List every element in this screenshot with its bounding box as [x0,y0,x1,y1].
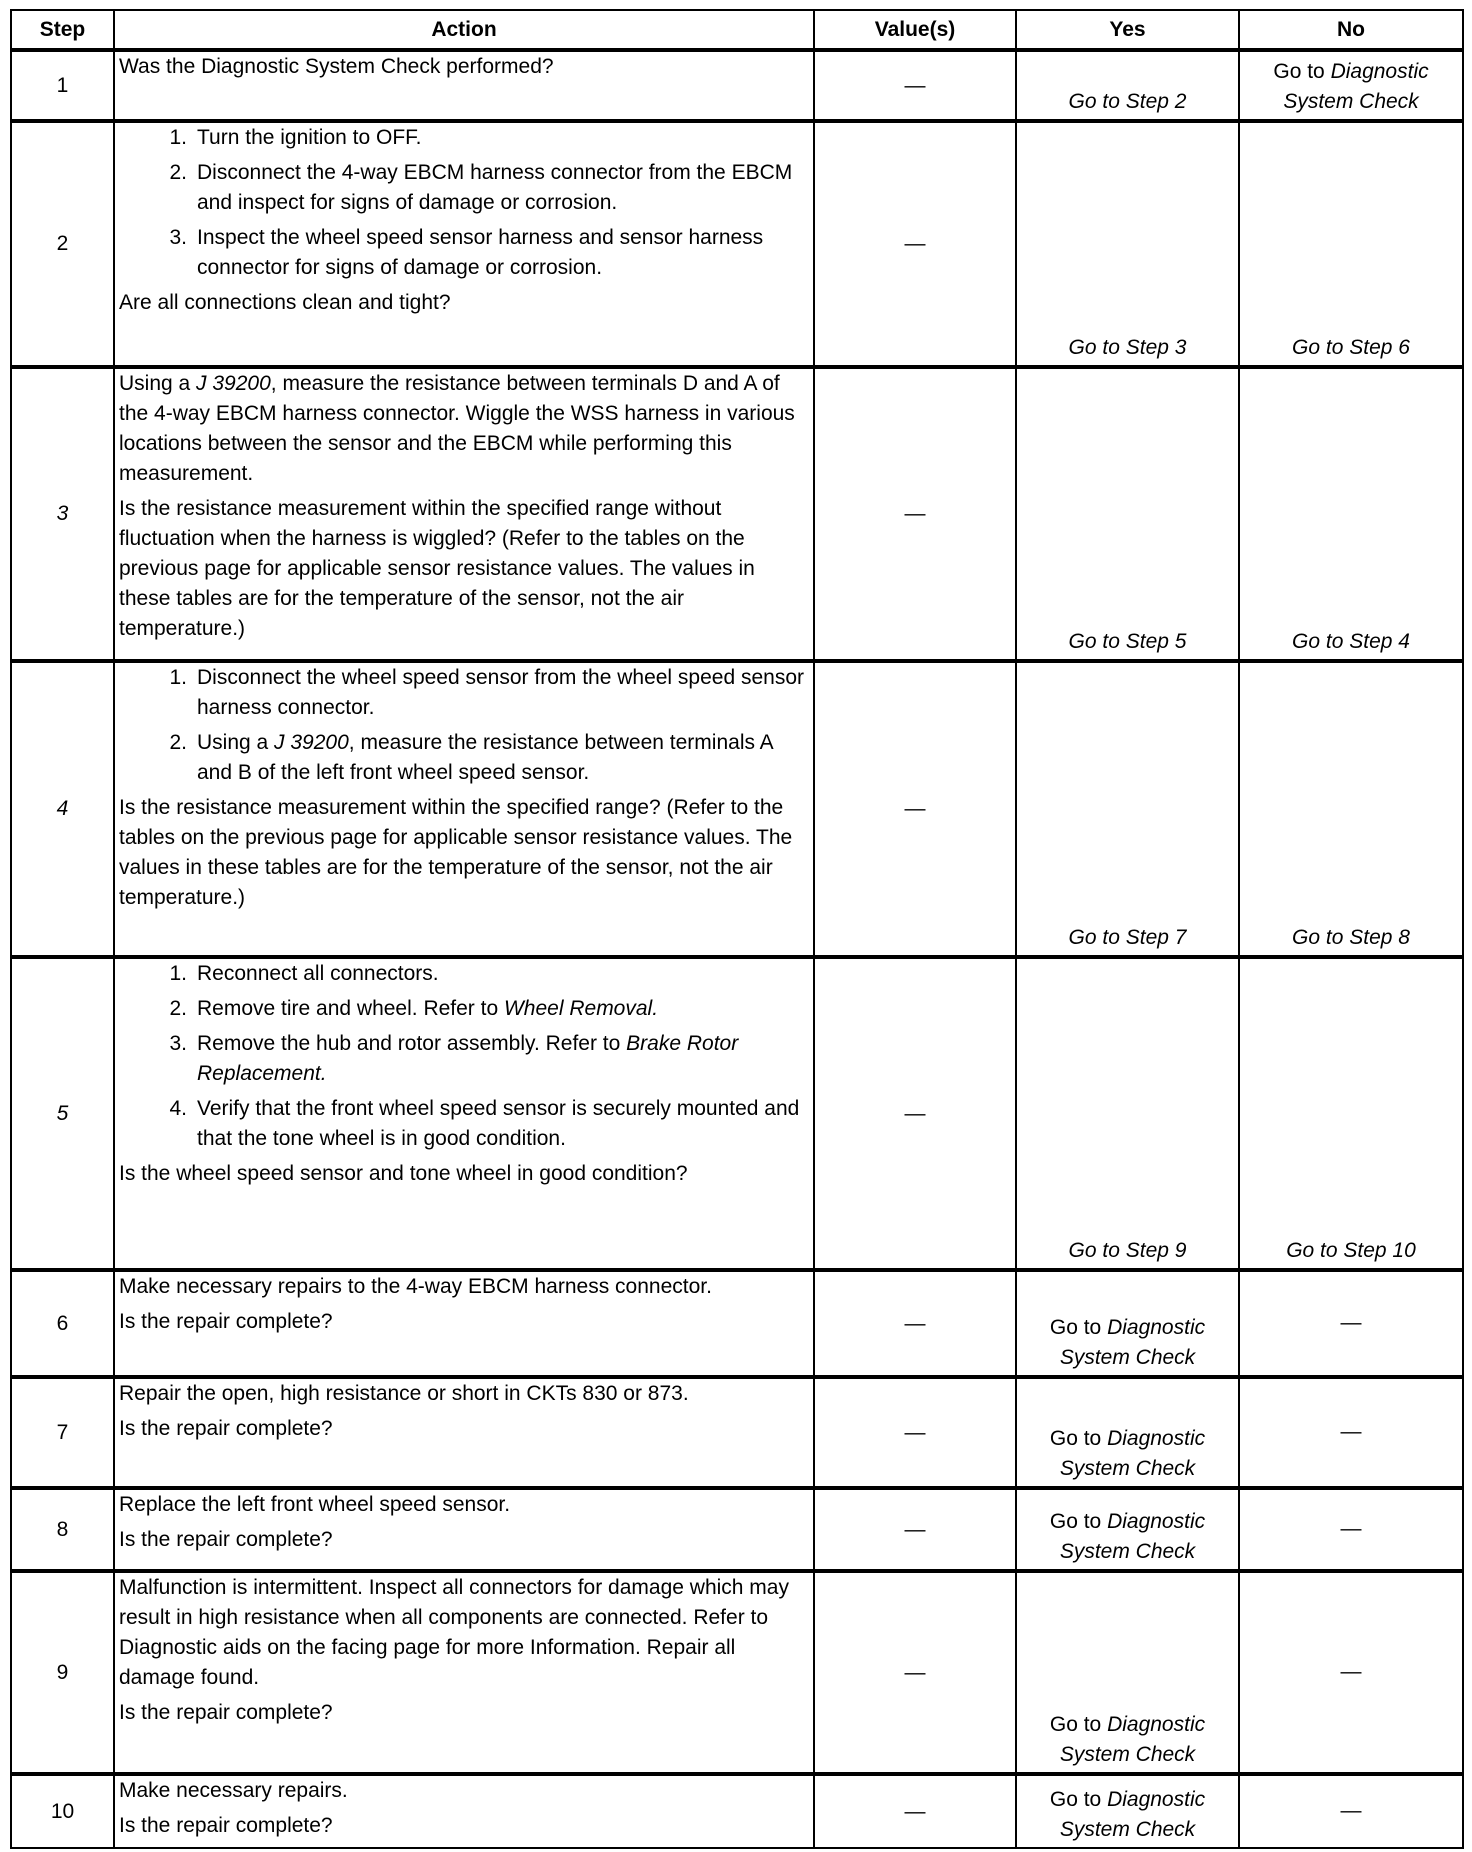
table-row [11,1488,1463,1571]
action-cell [114,1270,814,1377]
action-paragraph [119,494,809,644]
text-segment: , measure the resistance between terminals A and B of the left front wheel speed sensor. [197,731,773,784]
text-segment: Go to [1049,1788,1108,1811]
table-row [11,367,1463,661]
step-number: 5 [11,957,114,1270]
no-cell [1239,367,1463,661]
list-number: 2. [169,161,187,184]
value-cell: — [814,661,1016,957]
action-list-item [119,223,809,283]
text-segment: Go to [1049,1427,1108,1450]
value-cell: — [814,367,1016,661]
text-segment: Reconnect all connectors. [197,962,439,985]
table-row [11,661,1463,957]
yes-cell [1016,1488,1239,1571]
text-segment: Is the wheel speed sensor and tone wheel in good condition? [119,1162,688,1185]
table-row [11,1270,1463,1377]
text-segment: Using a [197,731,275,754]
list-number: 2. [169,731,187,754]
text-segment: Was the Diagnostic System Check performed? [119,55,554,78]
no-cell [1239,1774,1463,1848]
value-cell: — [814,1571,1016,1774]
text-segment: — [1340,1516,1362,1540]
text-segment: Make necessary repairs. [119,1779,348,1802]
yes-cell [1016,121,1239,367]
header-action: Action [114,10,814,50]
header-step: Step [11,10,114,50]
step-number: 10 [11,1774,114,1848]
action-list-item [119,959,809,989]
yes-cell [1016,50,1239,121]
action-list-item [119,728,809,788]
text-segment: Is the resistance measurement within the specified range without fluctuation when the harness is wiggled? (Refer to the tables on the previous page for applicable sensor resistance values. The values in these tables are for the temperature of the sensor, not the air temperature.) [119,497,755,640]
text-segment: Go to [1273,60,1331,83]
action-list-item [119,1094,809,1154]
table-row [11,1377,1463,1488]
text-segment: Verify that the front wheel speed sensor is securely mounted and that the tone wheel is in good condition. [197,1097,800,1150]
list-number: 3. [169,226,187,249]
italic-text: J 39200 [196,372,271,395]
action-paragraph [119,1379,809,1409]
text-segment: — [1340,1659,1362,1683]
list-text [197,223,809,283]
italic-text: J 39200 [274,731,349,754]
step-number: 8 [11,1488,114,1571]
list-number: 2. [169,997,187,1020]
action-paragraph [119,1776,809,1806]
no-cell [1239,1488,1463,1571]
step-number: 2 [11,121,114,367]
text-segment: Is the repair complete? [119,1701,333,1724]
diagnostic-table [10,9,1464,1849]
action-list-item [119,994,809,1024]
table-row [11,1571,1463,1774]
step-number: 1 [11,50,114,121]
text-segment: — [1340,1798,1362,1822]
text-segment: Inspect the wheel speed sensor harness and sensor harness connector for signs of damage or corrosion. [197,226,764,279]
italic-text: Diagnostic System Check [1059,1316,1206,1369]
text-segment: — [1340,1419,1362,1443]
step-number: 6 [11,1270,114,1377]
italic-text: Go to Step 9 [1068,1239,1187,1262]
action-cell [114,1488,814,1571]
action-paragraph [119,1490,809,1520]
action-paragraph [119,1525,809,1555]
action-paragraph [119,1573,809,1693]
no-cell [1239,50,1463,121]
header-yes: Yes [1016,10,1239,50]
list-number: 4. [169,1097,187,1120]
text-segment: , measure the resistance between terminals D and A of the 4-way EBCM harness connector. Wiggle the WSS harness in various locations between the sensor and the EBCM while performing this measurement. [119,372,795,485]
italic-text: Go to Step 3 [1068,336,1187,359]
list-text [197,1094,809,1154]
italic-text: Go to Step 8 [1292,926,1410,949]
value-cell: — [814,121,1016,367]
yes-cell [1016,1774,1239,1848]
italic-text: Diagnostic System Check [1059,1788,1206,1841]
italic-text: Go to Step 2 [1068,90,1187,113]
header-values: Value(s) [814,10,1016,50]
italic-text: Go to Step 6 [1292,336,1410,359]
list-number: 1. [169,962,187,985]
list-text [197,994,809,1024]
table-row [11,50,1463,121]
text-segment: Remove tire and wheel. Refer to [197,997,504,1020]
no-cell [1239,1270,1463,1377]
text-segment: Malfunction is intermittent. Inspect all connectors for damage which may result in high resistance when all components are connected. Refer to Diagnostic aids on the facing page for more Information. Repair all damage found. [119,1576,789,1689]
list-text [197,123,809,153]
list-text [197,728,809,788]
header-row [11,10,1463,50]
list-text [197,663,809,723]
text-segment: Go to [1049,1510,1108,1533]
text-segment: Is the resistance measurement within the specified range? (Refer to the tables on the previous page for applicable sensor resistance values. The values in these tables are for the temperature of the sensor, not the air temperature.) [119,796,793,909]
value-cell: — [814,1774,1016,1848]
action-cell [114,661,814,957]
italic-text: Diagnostic System Check [1283,60,1429,113]
italic-text: Go to Step 4 [1292,630,1410,653]
action-paragraph [119,1811,809,1841]
no-cell [1239,661,1463,957]
italic-text: Diagnostic System Check [1059,1713,1206,1766]
yes-cell [1016,957,1239,1270]
text-segment: Disconnect the wheel speed sensor from the wheel speed sensor harness connector. [197,666,805,719]
value-cell: — [814,1270,1016,1377]
action-paragraph [119,288,809,318]
yes-cell [1016,1270,1239,1377]
action-paragraph [119,1272,809,1302]
step-number: 7 [11,1377,114,1488]
header-no: No [1239,10,1463,50]
text-segment: Is the repair complete? [119,1310,333,1333]
text-segment: Is the repair complete? [119,1814,333,1837]
text-segment: Is the repair complete? [119,1528,333,1551]
table-row [11,957,1463,1270]
value-cell: — [814,957,1016,1270]
action-list-item [119,1029,809,1089]
action-paragraph [119,52,809,82]
text-segment: Remove the hub and rotor assembly. Refer to [197,1032,627,1055]
action-cell [114,121,814,367]
action-cell [114,957,814,1270]
italic-text: Go to Step 7 [1068,926,1187,949]
action-cell [114,1571,814,1774]
action-paragraph [119,1307,809,1337]
list-text [197,959,809,989]
italic-text: Brake Rotor Replacement. [197,1032,739,1085]
text-segment: Go to [1049,1316,1108,1339]
value-cell: — [814,1377,1016,1488]
text-segment: Make necessary repairs to the 4-way EBCM harness connector. [119,1275,712,1298]
list-number: 3. [169,1032,187,1055]
list-text [197,158,809,218]
italic-text: Go to Step 10 [1286,1239,1416,1262]
step-number: 3 [11,367,114,661]
list-text [197,1029,809,1089]
action-list-item [119,123,809,153]
italic-text: Diagnostic System Check [1059,1510,1206,1563]
action-list-item [119,663,809,723]
action-paragraph [119,369,809,489]
yes-cell [1016,1377,1239,1488]
action-cell [114,367,814,661]
text-segment: — [1340,1310,1362,1334]
table-row [11,121,1463,367]
action-list-item [119,158,809,218]
italic-text: Diagnostic System Check [1059,1427,1206,1480]
list-number: 1. [169,666,187,689]
no-cell [1239,957,1463,1270]
text-segment: Turn the ignition to OFF. [197,126,422,149]
yes-cell [1016,367,1239,661]
no-cell [1239,121,1463,367]
value-cell: — [814,1488,1016,1571]
action-paragraph [119,1698,809,1728]
value-cell: — [814,50,1016,121]
text-segment: Repair the open, high resistance or short in CKTs 830 or 873. [119,1382,689,1405]
action-paragraph [119,1414,809,1444]
yes-cell [1016,1571,1239,1774]
italic-text: Wheel Removal. [503,997,659,1020]
yes-cell [1016,661,1239,957]
action-cell [114,1377,814,1488]
text-segment: Are all connections clean and tight? [119,291,451,314]
table-row [11,1774,1463,1848]
action-cell [114,1774,814,1848]
text-segment: Go to [1049,1713,1108,1736]
text-segment: Is the repair complete? [119,1417,333,1440]
step-number: 9 [11,1571,114,1774]
no-cell [1239,1571,1463,1774]
italic-text: Go to Step 5 [1068,630,1187,653]
no-cell [1239,1377,1463,1488]
text-segment: Disconnect the 4-way EBCM harness connector from the EBCM and inspect for signs of damage or corrosion. [197,161,793,214]
text-segment: Using a [119,372,197,395]
action-paragraph [119,1159,809,1189]
action-paragraph [119,793,809,913]
text-segment: Replace the left front wheel speed sensor. [119,1493,511,1516]
list-number: 1. [169,126,187,149]
action-cell [114,50,814,121]
step-number: 4 [11,661,114,957]
